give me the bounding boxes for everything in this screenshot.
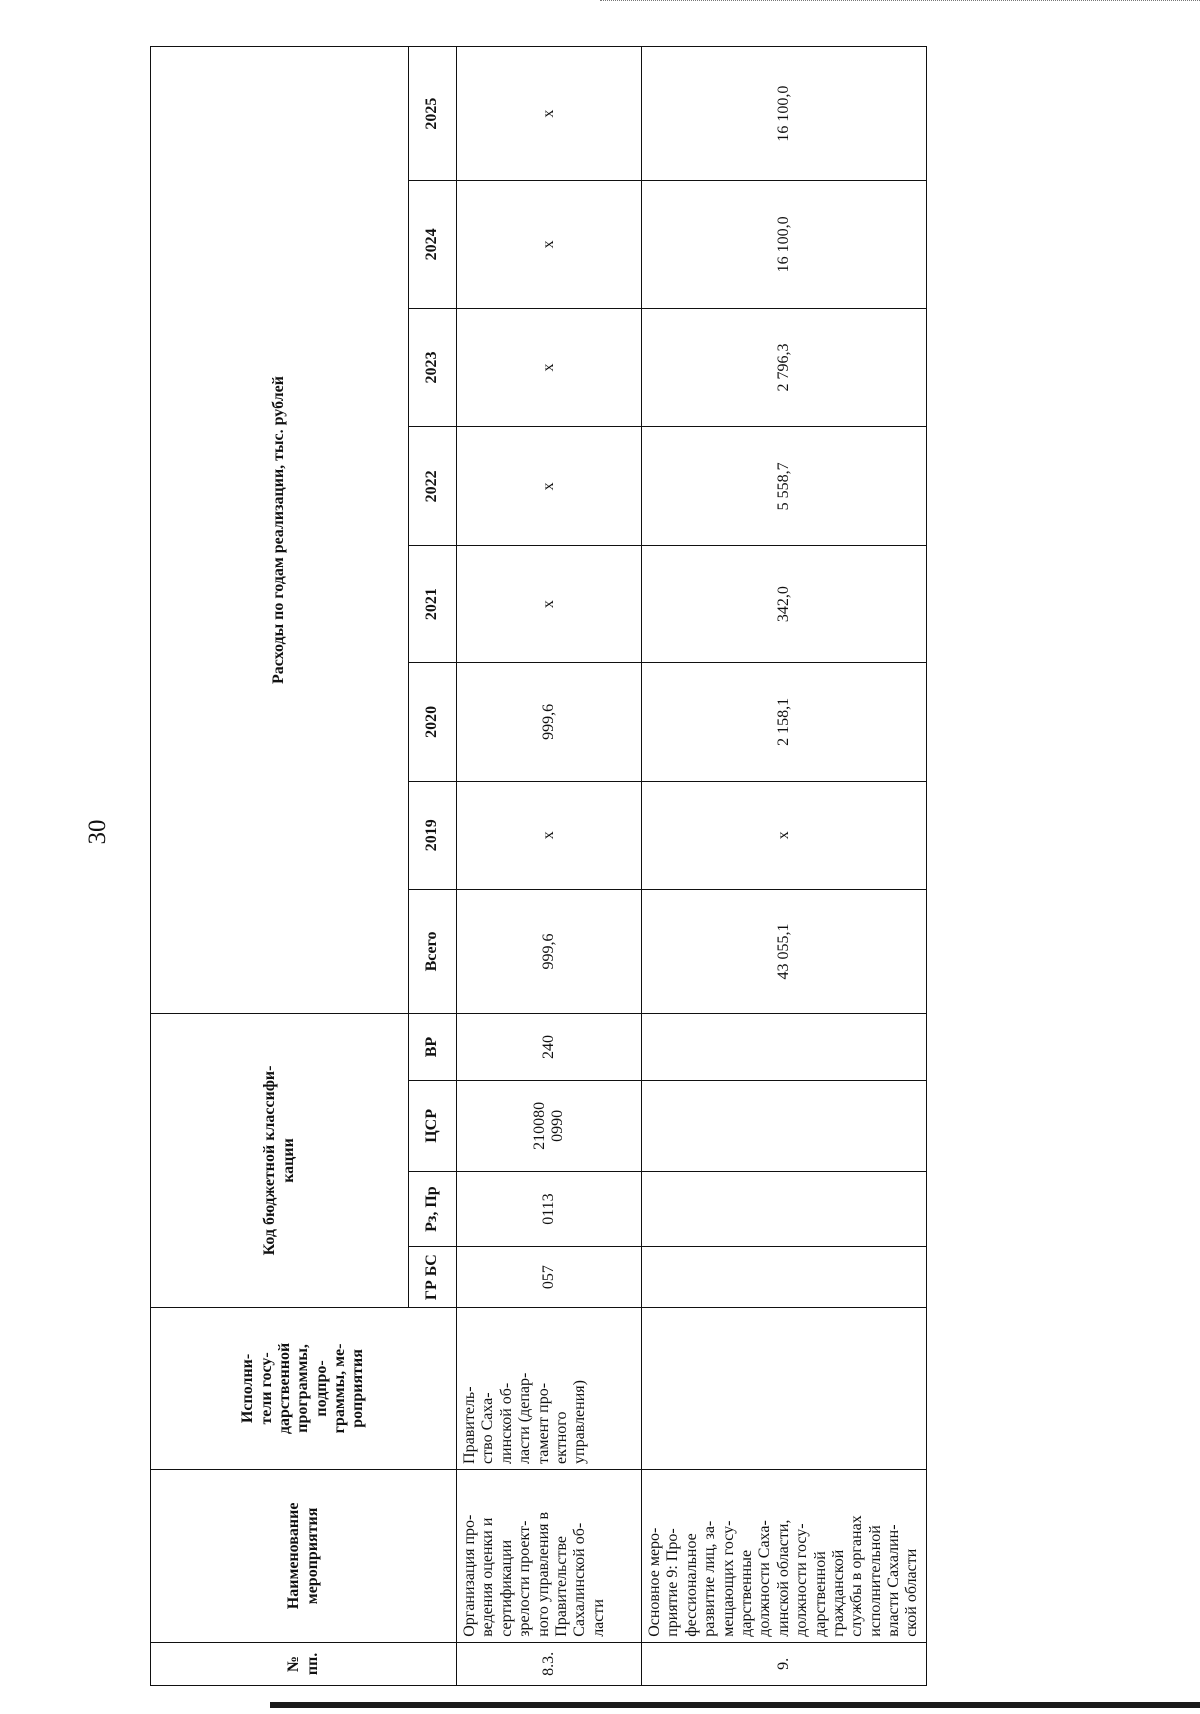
scan-edge-top [600,0,1200,2]
header-expenses-group: Расходы по годам реализации, тыс. рублей [151,47,409,1014]
header-2025: 2025 [409,47,457,181]
header-2021: 2021 [409,546,457,663]
scan-edge-bottom [270,1702,1200,1708]
row-name: Основное меро- приятие 9: Про- фессиональное развитие лиц, за- мещающих госу- дарственные должности Саха- линской области, должности госу- дарственной гражданской службы в органах исполнительной власти Сахалин- ской области [642,1469,927,1642]
row-2023: 2 796,3 [642,308,927,427]
page-number: 30 [84,819,111,845]
row-total: 999,6 [457,889,642,1013]
row-executor [642,1307,927,1469]
header-row-1 [151,47,409,1686]
row-executor: Правитель- ство Саха- линской об- ласти (депар- тамент про- ектного управления) [457,1307,642,1469]
row-2022: 5 558,7 [642,427,927,546]
table-row-9 [642,47,927,1686]
header-grbs: ГР БС [409,1247,457,1308]
table-row-8-3 [457,47,642,1686]
header-budget-code-group: Код бюджетной классифи- кации [151,1014,409,1308]
row-2024: 16 100,0 [642,181,927,308]
budget-table [150,46,927,1686]
row-name: Организация про- ведения оценки и сертификации зрелости проект- ного управления в Правительстве Сахалинской об- ласти [457,1469,642,1642]
row-grbs: 057 [457,1247,642,1308]
row-2022: x [457,427,642,546]
header-2024: 2024 [409,181,457,308]
header-csr: ЦСР [409,1081,457,1172]
header-2022: 2022 [409,427,457,546]
header-name: Наименование мероприятия [151,1469,457,1642]
row-vr [642,1014,927,1081]
row-2024: x [457,181,642,308]
header-2023: 2023 [409,308,457,427]
row-2019: x [457,781,642,889]
header-num: № пп. [151,1642,457,1685]
header-2020: 2020 [409,662,457,781]
row-num: 9. [642,1642,927,1685]
row-2021: 342,0 [642,546,927,663]
row-csr [642,1081,927,1172]
row-num: 8.3. [457,1642,642,1685]
header-total: Всего [409,889,457,1013]
budget-table-rotated [150,46,921,1686]
header-rzpr: Рз, Пр [409,1171,457,1247]
row-rzpr [642,1171,927,1247]
row-rzpr: 0113 [457,1171,642,1247]
row-2023: x [457,308,642,427]
row-2025: 16 100,0 [642,47,927,181]
row-2021: x [457,546,642,663]
header-vr: ВР [409,1014,457,1081]
row-grbs [642,1247,927,1308]
row-2025: x [457,47,642,181]
header-executor: Исполни- тели госу- дарственной программы, подпро- граммы, ме- роприятия [151,1307,457,1469]
row-2020: 2 158,1 [642,662,927,781]
row-vr: 240 [457,1014,642,1081]
row-csr: 210080 0990 [457,1081,642,1172]
row-2019: x [642,781,927,889]
row-2020: 999,6 [457,662,642,781]
header-2019: 2019 [409,781,457,889]
row-total: 43 055,1 [642,889,927,1013]
